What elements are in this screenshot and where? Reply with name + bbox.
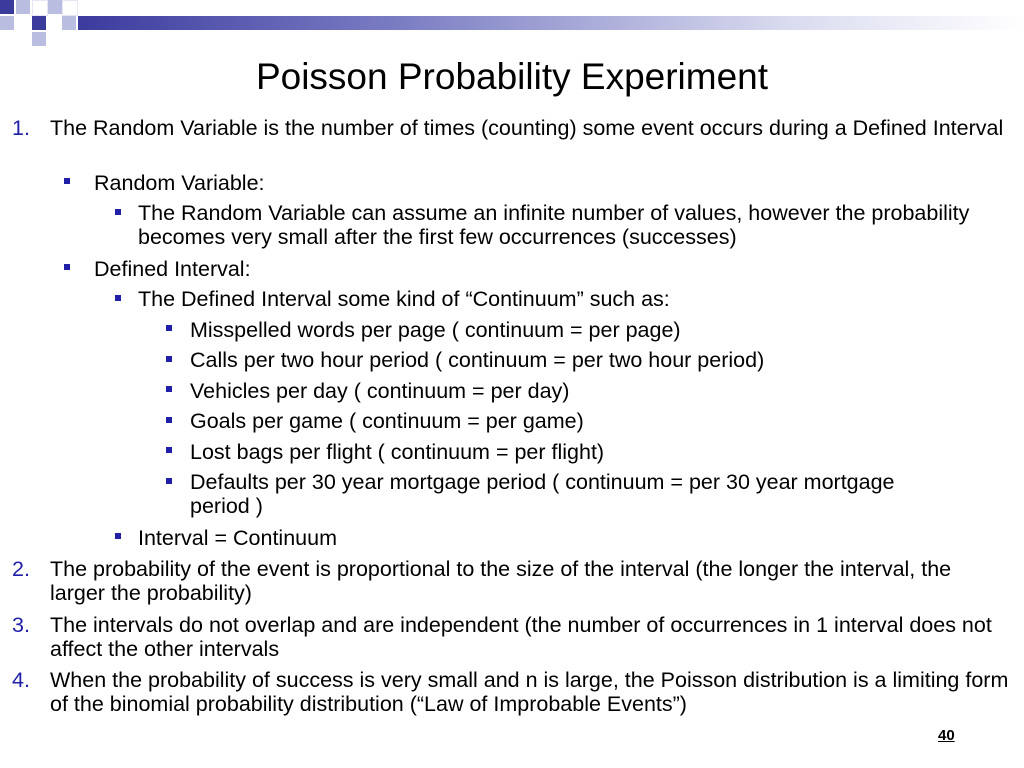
item-text: The Defined Interval some kind of “Continuum” such as: <box>138 287 670 311</box>
list-item <box>190 409 1010 433</box>
deco-square <box>16 0 30 14</box>
header-decoration <box>0 0 1024 62</box>
slide-title: Poisson Probability Experiment <box>255 56 769 97</box>
list-item <box>50 557 1010 605</box>
list-item <box>190 318 1010 342</box>
bullet-icon <box>166 325 172 331</box>
deco-square <box>32 16 46 30</box>
item-text: Lost bags per flight ( continuum = per flight) <box>190 440 605 464</box>
bullet-icon <box>166 417 172 423</box>
item-text: Interval = Continuum <box>138 526 337 550</box>
item-text: The intervals do not overlap and are independent (the number of occurrences in 1 interval does not affect the other intervals <box>50 613 992 661</box>
page-number: 40 <box>938 727 955 744</box>
item-number: 3. <box>12 613 30 637</box>
deco-square <box>48 16 62 30</box>
bullet-icon <box>166 386 172 392</box>
list-item <box>50 613 1010 661</box>
list-item <box>138 201 1018 249</box>
item-text: The probability of the event is proportional to the size of the interval (the longer the interval, the larger the probability) <box>50 557 952 605</box>
list-item <box>138 287 1018 311</box>
list-item <box>50 116 1010 140</box>
item-number: 1. <box>12 116 30 140</box>
deco-square <box>62 0 78 16</box>
list-item <box>50 668 1015 716</box>
item-number: 4. <box>12 668 30 692</box>
item-text: Vehicles per day ( continuum = per day) <box>190 379 570 403</box>
bullet-icon <box>64 264 70 270</box>
deco-square <box>0 16 14 30</box>
gradient-band <box>78 16 1024 30</box>
item-text: Calls per two hour period ( continuum = per two hour period) <box>190 348 765 372</box>
item-text: The Random Variable is the number of times (counting) some event occurs during a Defined Interval <box>50 116 1004 140</box>
deco-square <box>62 16 76 30</box>
bullet-icon <box>115 209 121 215</box>
item-text: When the probability of success is very small and n is large, the Poisson distribution is a limiting form of the binomial probability distribution (“Law of Improbable Events”) <box>50 668 1009 716</box>
list-item <box>94 257 994 281</box>
deco-square <box>48 0 62 14</box>
item-text: Misspelled words per page ( continuum = per page) <box>190 318 681 342</box>
list-item <box>190 470 950 518</box>
item-text: Defined Interval: <box>94 257 251 281</box>
deco-square <box>14 14 30 30</box>
item-text: Defaults per 30 year mortgage period ( continuum = per 30 year mortgage period ) <box>190 470 895 518</box>
list-item <box>138 526 1018 550</box>
list-item <box>190 379 1010 403</box>
deco-square <box>32 32 46 46</box>
bullet-icon <box>115 295 121 301</box>
item-text: Goals per game ( continuum = per game) <box>190 409 584 433</box>
bullet-icon <box>166 447 172 453</box>
bullet-icon <box>64 178 70 184</box>
item-text: Random Variable: <box>94 171 265 195</box>
deco-square <box>32 0 48 16</box>
list-item <box>190 440 1010 464</box>
bullet-icon <box>115 533 121 539</box>
item-number: 2. <box>12 557 30 581</box>
bullet-icon <box>166 356 172 362</box>
deco-square <box>16 32 30 46</box>
item-text: The Random Variable can assume an infinite number of values, however the probability becomes very small after the first few occurrences (successes) <box>138 201 970 249</box>
list-item <box>94 171 994 195</box>
deco-square <box>0 0 14 14</box>
list-item <box>190 348 1010 372</box>
bullet-icon <box>166 478 172 484</box>
